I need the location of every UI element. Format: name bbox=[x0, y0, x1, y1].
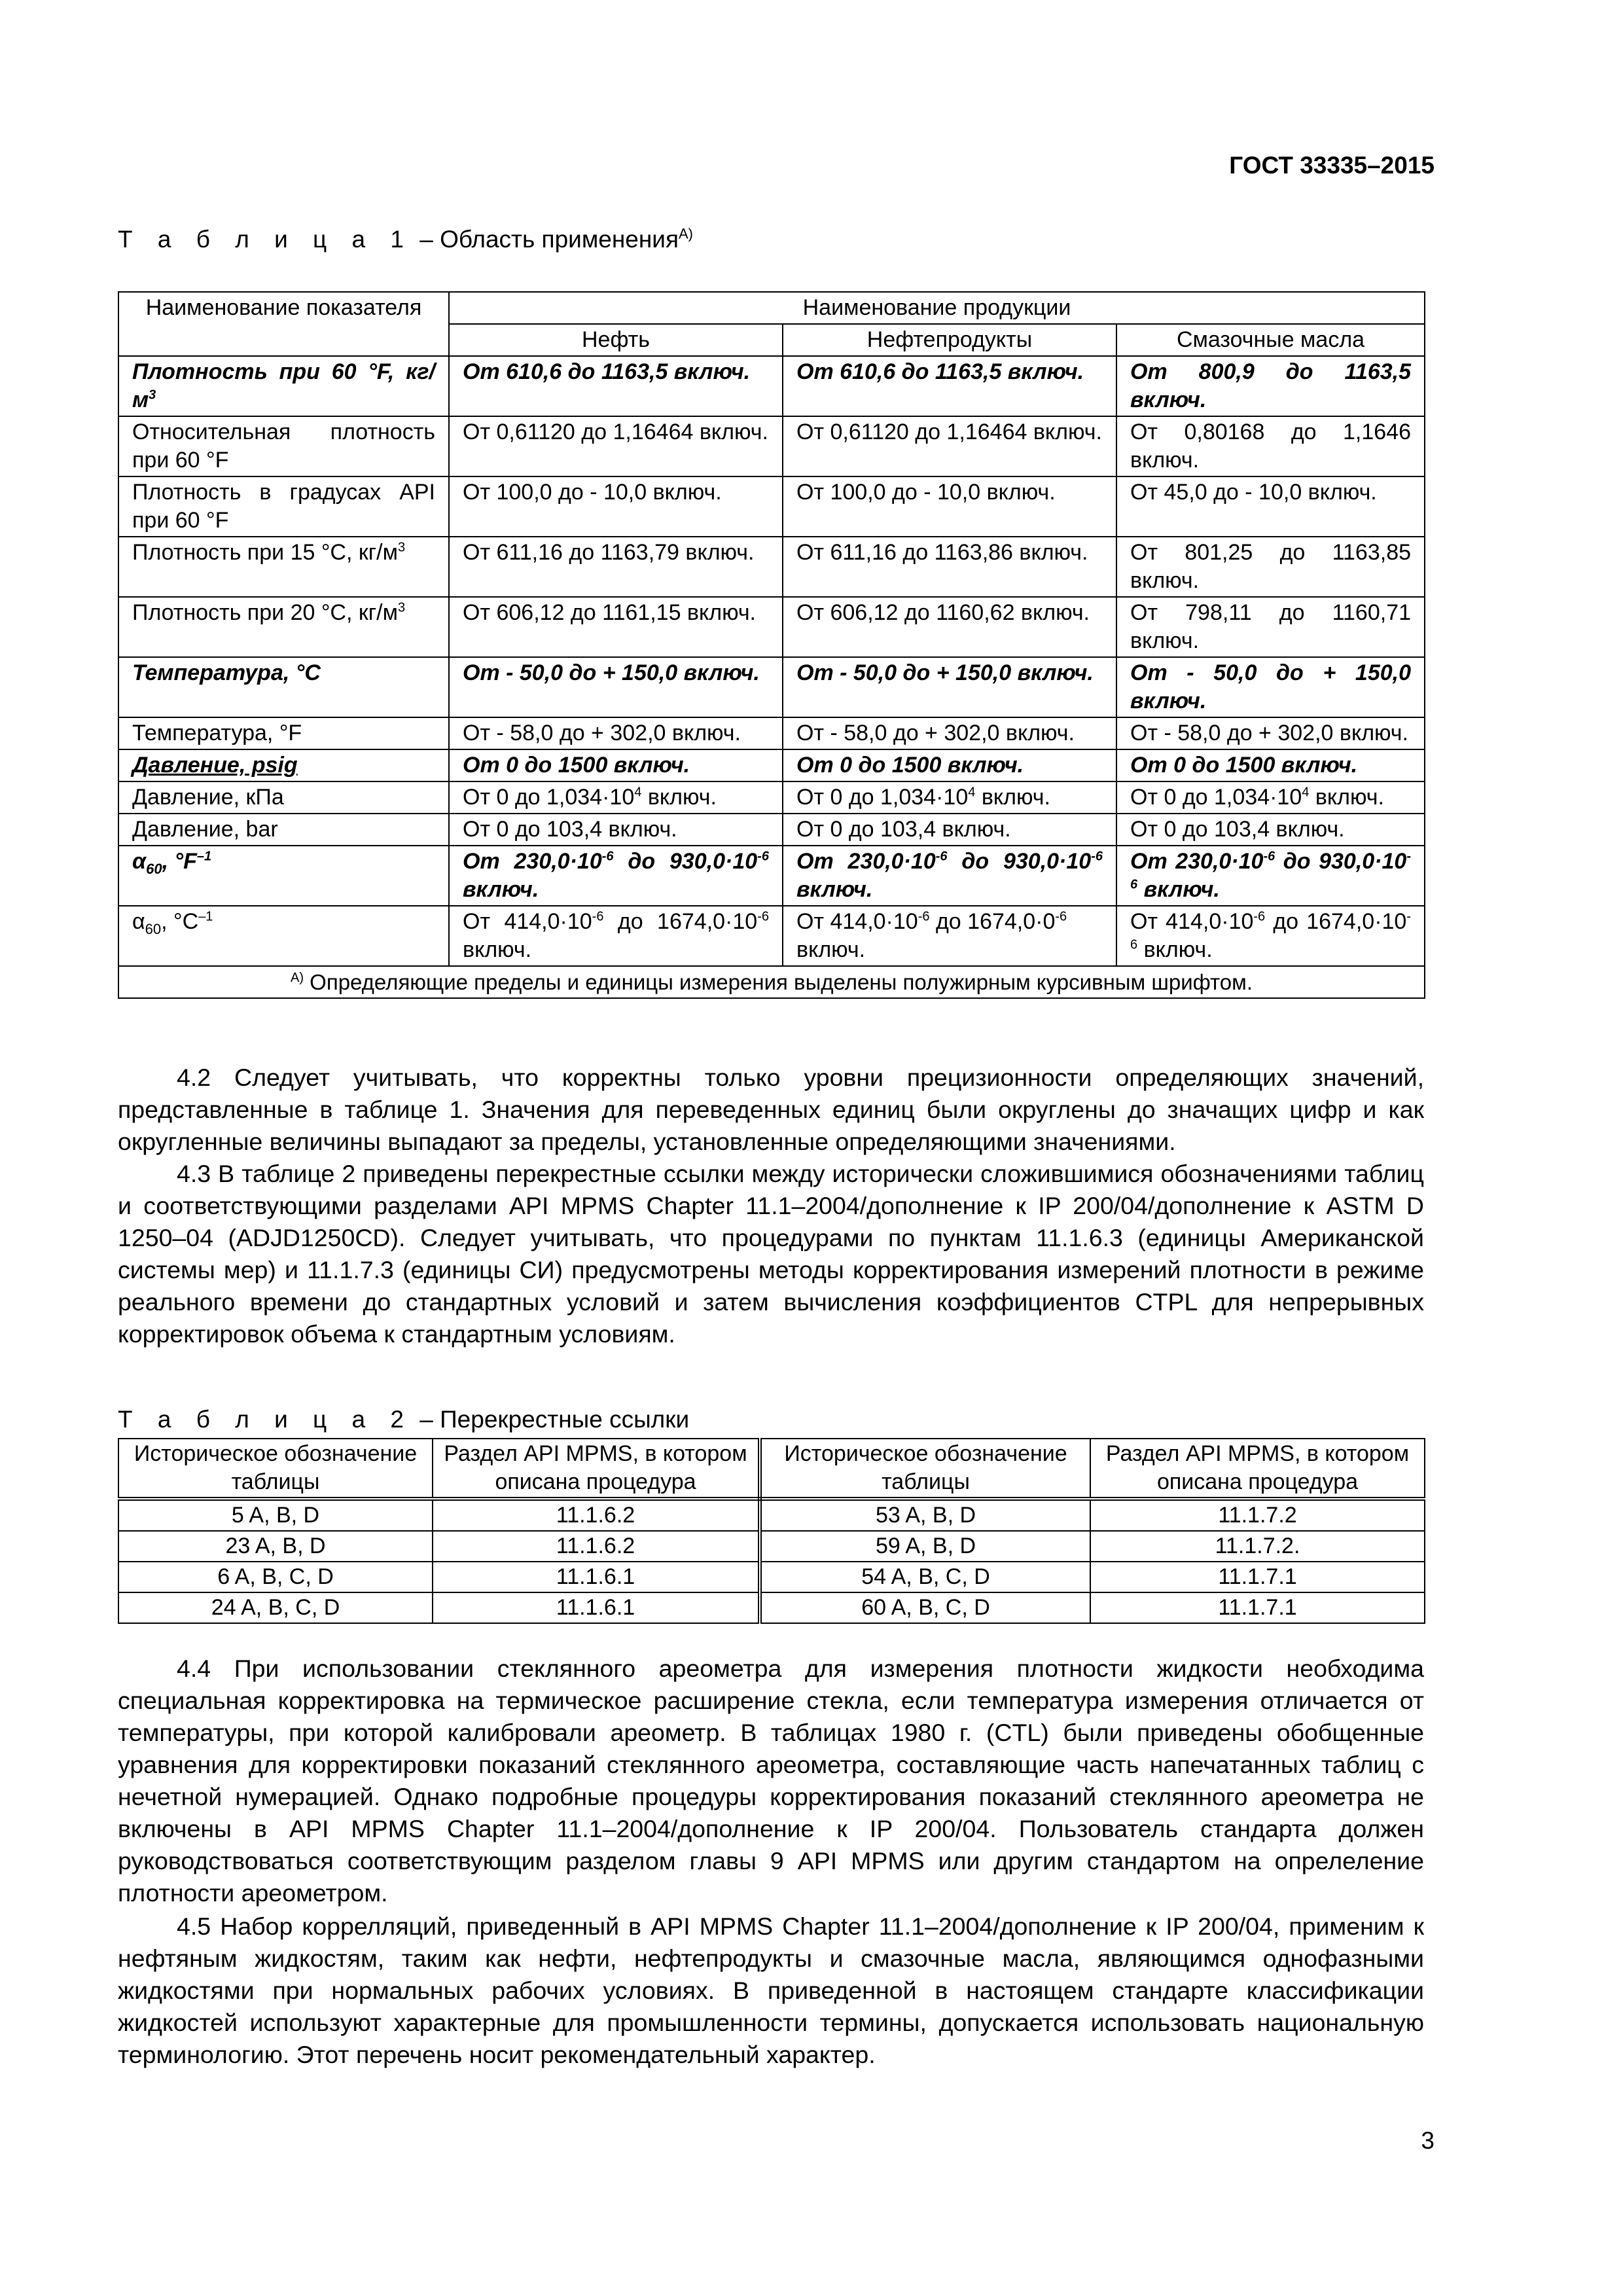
table-cell: От 798,11 до 1160,71 включ. bbox=[1116, 597, 1425, 657]
table-cell: От 0,80168 до 1,1646 включ. bbox=[1116, 416, 1425, 476]
table-cell: От $414,0\cdot 10^{-6}$ до $1674,0\cdot 10^{-6}$ включ. bbox=[449, 906, 783, 966]
table-cell: 11.1.6.1 bbox=[433, 1592, 760, 1623]
table-cell: От $414,0\cdot 10^{-6}$ до $1674,0\cdot 0^{-6}$ включ. bbox=[783, 906, 1116, 966]
table-row bbox=[118, 906, 1425, 966]
table-row bbox=[118, 1592, 1425, 1623]
table-cross-references bbox=[118, 1438, 1425, 1624]
row-name: Температура, °F bbox=[118, 717, 449, 749]
table-cell: От $230,0\cdot 10^{-6}$ до $930,0\cdot 10^{-6}$ включ. bbox=[1116, 846, 1425, 906]
table-row bbox=[118, 717, 1425, 749]
table-cell: От 0 до 1500 включ. bbox=[449, 749, 783, 781]
table-cell: От - 58,0 до + 302,0 включ. bbox=[1116, 717, 1425, 749]
header-api-section: Раздел API MPMS, в котором описана процедура bbox=[433, 1439, 760, 1499]
table-cell: От 0,61120 до 1,16464 включ. bbox=[449, 416, 783, 476]
row-name: Давление, psig bbox=[118, 749, 449, 781]
table-cell: 23 A, B, D bbox=[118, 1531, 433, 1562]
table-cell: От 606,12 до 1160,62 включ. bbox=[783, 597, 1116, 657]
row-name: Температура, °C bbox=[118, 657, 449, 717]
table-cell: 59 A, B, D bbox=[760, 1531, 1090, 1562]
table1-caption-sup: А) bbox=[679, 225, 693, 242]
table-header-row bbox=[118, 292, 1425, 324]
table-cell: От $230,0\cdot 10^{-6}$ до $930,0\cdot 10^{-6}$ включ. bbox=[783, 846, 1116, 906]
table-cell: 11.1.6.1 bbox=[433, 1562, 760, 1592]
header-product-group: Наименование продукции bbox=[449, 292, 1425, 324]
table-footnote-row bbox=[118, 966, 1425, 998]
paragraph-4-2: 4.2 Следует учитывать, что корректны только уровни прецизионности определяющих значений, представленные в таблице 1. Значения для переведенных единиц были округлены до значащих цифр и как округленные величины выпадают за пределы, установленные определяющими значениями. bbox=[118, 1064, 1424, 1155]
table2-caption bbox=[118, 1406, 689, 1433]
table-row bbox=[118, 814, 1425, 846]
header-petroleum-products: Нефтепродукты bbox=[783, 324, 1116, 356]
table1-caption bbox=[118, 226, 693, 253]
table-cell: От 0 до 1500 включ. bbox=[783, 749, 1116, 781]
table-cell: 11.1.7.2 bbox=[1090, 1499, 1425, 1531]
page-number: 3 bbox=[1421, 2127, 1435, 2154]
table-cell: 11.1.7.2. bbox=[1090, 1531, 1425, 1562]
table1-caption-text: – Область применения bbox=[412, 226, 679, 253]
row-name: Плотность в градусах API при 60 °F bbox=[118, 476, 449, 537]
table-cell: 24 A, B, C, D bbox=[118, 1592, 433, 1623]
table-cell: От 45,0 до - 10,0 включ. bbox=[1116, 476, 1425, 537]
table-cell: От 800,9 до 1163,5 включ. bbox=[1116, 356, 1425, 416]
table-cell: От 0 до $1,034\cdot 10^4$ включ. bbox=[449, 781, 783, 814]
table-row bbox=[118, 537, 1425, 597]
table-scope bbox=[118, 291, 1425, 999]
table-cell: 60 A, B, C, D bbox=[760, 1592, 1090, 1623]
table-cell: От 611,16 до 1163,86 включ. bbox=[783, 537, 1116, 597]
table-cell: От 606,12 до 1161,15 включ. bbox=[449, 597, 783, 657]
header-hist-designation: Историческое обозначение таблицы bbox=[118, 1439, 433, 1499]
table-row bbox=[118, 1531, 1425, 1562]
table-row bbox=[118, 1562, 1425, 1592]
table-cell: 6 A, B, C, D bbox=[118, 1562, 433, 1592]
table-row bbox=[118, 781, 1425, 814]
table-cell: От - 58,0 до + 302,0 включ. bbox=[783, 717, 1116, 749]
table-cell: От 0 до 103,4 включ. bbox=[449, 814, 783, 846]
row-name: Плотность при 60 °F, $кг/м^3$ bbox=[118, 356, 449, 416]
table-cell: От - 50,0 до + 150,0 включ. bbox=[1116, 657, 1425, 717]
table-cell: От 0 до $1,034\cdot 10^4$ включ. bbox=[783, 781, 1116, 814]
table-row bbox=[118, 597, 1425, 657]
table-cell: От $414,0\cdot 10^{-6}$ до $1674,0\cdot 10^{-6}$ включ. bbox=[1116, 906, 1425, 966]
table2-caption-text: – Перекрестные ссылки bbox=[412, 1406, 690, 1433]
table-cell: 11.1.6.2 bbox=[433, 1531, 760, 1562]
row-name: Относительная плотность при 60 °F bbox=[118, 416, 449, 476]
table-cell: От - 50,0 до + 150,0 включ. bbox=[449, 657, 783, 717]
table-cell: 54 A, B, C, D bbox=[760, 1562, 1090, 1592]
row-name: $\alpha_{60}$, $^\circ C^{-1}$ bbox=[118, 906, 449, 966]
paragraph-4-3: 4.3 В таблице 2 приведены перекрестные ссылки между исторически сложившимися обозначениями таблиц и соответствующими разделами API MPMS Chapter 11.1–2004/дополнение к IP 200/04/дополнение к ASTM D 1250–04 (ADJD1250CD). Следует учитывать, что процедурами по пунктам 11.1.6.3 (единицы Американской системы мер) и 11.1.7.3 (единицы СИ) предусмотрены методы корректирования измерений плотности в режиме реального времени до стандартных условий и затем вычисления коэффициентов CTPL для непрерывных корректировок объема к стандартным условиям. bbox=[118, 1160, 1424, 1348]
table-cell: От - 50,0 до + 150,0 включ. bbox=[783, 657, 1116, 717]
table-cell: 11.1.7.1 bbox=[1090, 1592, 1425, 1623]
table-row bbox=[118, 416, 1425, 476]
paragraph-4-5: 4.5 Набор коррелляций, приведенный в API MPMS Chapter 11.1–2004/дополнение к IP 200/04, применим к нефтяным жидкостям, таким как нефти, нефтепродукты и смазочные масла, являющимся однофазными жидкостями при нормальных рабочих условиях. В приведенной в настоящем стандарте классификации жидкостей используют характерные для промышленности термины, допускается использовать национальную терминологию. Этот перечень носит рекомендательный характер. bbox=[118, 1912, 1424, 2068]
table-cell: От 0 до 103,4 включ. bbox=[783, 814, 1116, 846]
table-cell: От 801,25 до 1163,85 включ. bbox=[1116, 537, 1425, 597]
table-row bbox=[118, 657, 1425, 717]
table-cell: От - 58,0 до + 302,0 включ. bbox=[449, 717, 783, 749]
table2-caption-label: Т а б л и ц а 2 bbox=[118, 1406, 413, 1433]
header-api-section: Раздел API MPMS, в котором описана процедура bbox=[1090, 1439, 1425, 1499]
table-cell: От 0 до 1500 включ. bbox=[1116, 749, 1425, 781]
row-name: Давление, кПа bbox=[118, 781, 449, 814]
table-footnote: $^{А)}$ Определяющие пределы и единицы измерения выделены полужирным курсивным шрифтом. bbox=[118, 966, 1425, 998]
row-name: $\alpha_{60}$, $^\circ F^{-1}$ bbox=[118, 846, 449, 906]
table-cell: 5 A, B, D bbox=[118, 1499, 433, 1531]
table-cell: 11.1.6.2 bbox=[433, 1499, 760, 1531]
table-row bbox=[118, 476, 1425, 537]
table1-caption-label: Т а б л и ц а 1 bbox=[118, 226, 413, 253]
header-hist-designation: Историческое обозначение таблицы bbox=[760, 1439, 1090, 1499]
table-cell: От 100,0 до - 10,0 включ. bbox=[449, 476, 783, 537]
header-param: Наименование показателя bbox=[118, 292, 449, 356]
table-row bbox=[118, 846, 1425, 906]
table-cell: 11.1.7.1 bbox=[1090, 1562, 1425, 1592]
table-cell: От 611,16 до 1163,79 включ. bbox=[449, 537, 783, 597]
table-cell: От 100,0 до - 10,0 включ. bbox=[783, 476, 1116, 537]
row-name: Плотность при 15 °C, $кг/м^3$ bbox=[118, 537, 449, 597]
header-lubricants: Смазочные масла bbox=[1116, 324, 1425, 356]
row-name: Плотность при 20 °C, $кг/м^3$ bbox=[118, 597, 449, 657]
table-cell: От 0,61120 до 1,16464 включ. bbox=[783, 416, 1116, 476]
paragraph-4-4: 4.4 При использовании стеклянного ареометра для измерения плотности жидкости необходима специальная корректировка на термическое расширение стекла, если температура измерения отличается от температуры, при которой калибровали ареометр. В таблицах 1980 г. (CTL) были приведены обобщенные уравнения для корректировки показаний стеклянного ареометра, составляющие часть напечатанных таблиц с нечетной нумерацией. Однако подробные процедуры корректирования показаний стеклянного ареометра не включены в API MPMS Chapter 11.1–2004/дополнение к IP 200/04. Пользователь стандарта должен руководствоваться соответствующим разделом главы 9 API MPMS или другим стандартом на опрелеление плотности ареометром. bbox=[118, 1655, 1424, 1907]
table-row bbox=[118, 356, 1425, 416]
table-header-row bbox=[118, 1439, 1425, 1499]
table-cell: От 0 до $1,034\cdot 10^4$ включ. bbox=[1116, 781, 1425, 814]
table-cell: 53 A, B, D bbox=[760, 1499, 1090, 1531]
table-cell: От $230,0\cdot 10^{-6}$ до $930,0\cdot 10^{-6}$ включ. bbox=[449, 846, 783, 906]
table-cell: От 610,6 до 1163,5 включ. bbox=[449, 356, 783, 416]
table-cell: От 0 до 103,4 включ. bbox=[1116, 814, 1425, 846]
header-oil: Нефть bbox=[449, 324, 783, 356]
table-row bbox=[118, 1499, 1425, 1531]
table-row bbox=[118, 749, 1425, 781]
document-code: ГОСТ 33335–2015 bbox=[1229, 152, 1435, 179]
table-cell: От 610,6 до 1163,5 включ. bbox=[783, 356, 1116, 416]
row-name: Давление, bar bbox=[118, 814, 449, 846]
